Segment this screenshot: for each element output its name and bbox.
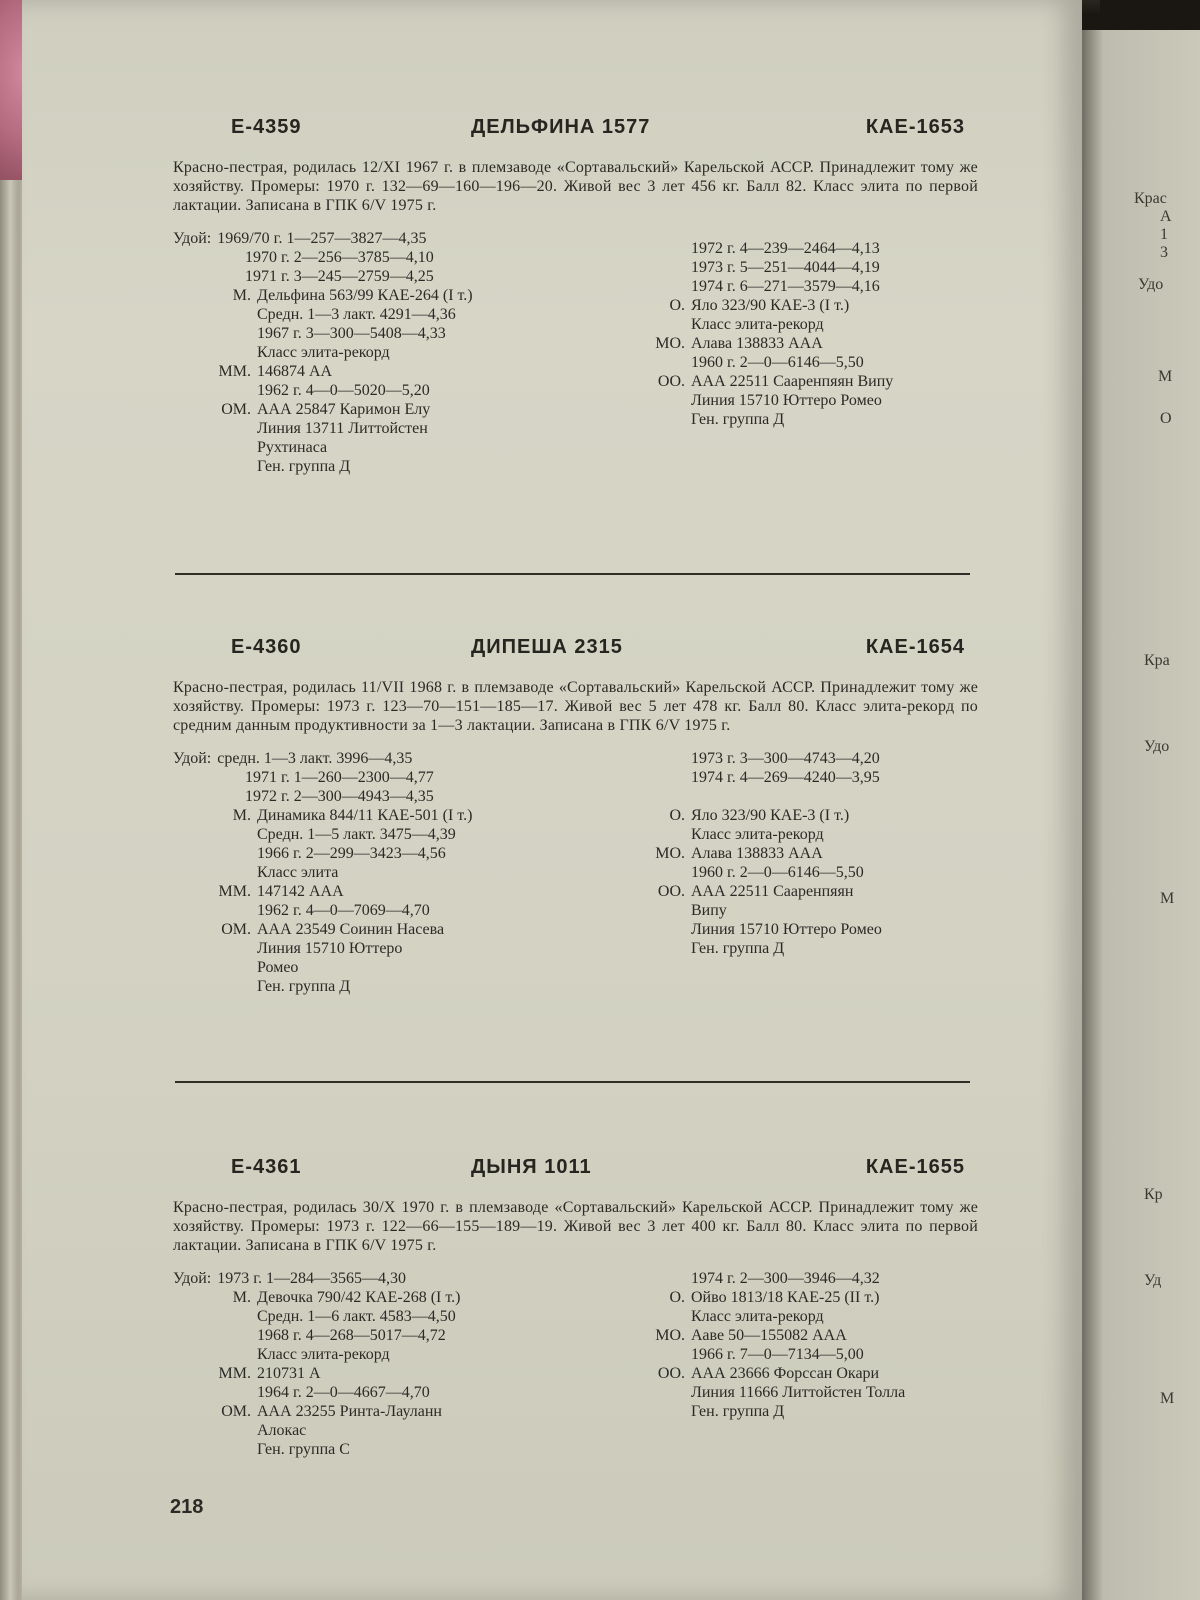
pedigree-text: Ген. группа С	[257, 1441, 350, 1458]
entry-4360	[173, 636, 1003, 1009]
pedigree-label: ММ.	[218, 883, 251, 900]
pedigree-block	[173, 1269, 1003, 1469]
pedigree-text: Линия 13711 Литтойстен	[257, 420, 428, 437]
pedigree-text: Дельфина 563/99 КАЕ-264 (I т.)	[257, 287, 473, 304]
pedigree-text: Яло 323/90 КАЕ-3 (I т.)	[691, 807, 850, 824]
entry-divider	[175, 1081, 970, 1083]
pedigree-label: О.	[669, 1289, 685, 1306]
yield-label: Удой:	[173, 1270, 212, 1287]
pedigree-right-column	[633, 239, 993, 429]
entry-divider	[175, 573, 970, 575]
pedigree-text: Динамика 844/11 КАЕ-501 (I т.)	[257, 807, 473, 824]
yield-line: 1970 г. 2—256—3785—4,10	[245, 249, 434, 266]
yield-label: Удой:	[173, 750, 212, 767]
page-number: 218	[170, 1496, 204, 1518]
side-fragment: Удо	[1144, 738, 1170, 755]
side-fragment: А	[1160, 208, 1172, 225]
yield-line: 1974 г. 4—269—4240—3,95	[691, 769, 880, 786]
entry-header	[173, 116, 1003, 150]
pedigree-label: О.	[669, 807, 685, 824]
pedigree-left-column	[173, 229, 643, 476]
side-fragment: 3	[1160, 244, 1168, 261]
pedigree-label: ОМ.	[221, 921, 251, 938]
pedigree-text: Ген. группа Д	[691, 940, 785, 957]
yield-line: 1973 г. 5—251—4044—4,19	[691, 259, 880, 276]
pedigree-label: ОО.	[657, 1365, 685, 1382]
pedigree-text: Линия 15710 Юттеро Ромео	[691, 921, 882, 938]
pedigree-text: ААА 23255 Ринта-Лауланн	[257, 1403, 442, 1420]
pedigree-text: Ген. группа Д	[257, 978, 351, 995]
pedigree-text: Линия 11666 Литтойстен Толла	[691, 1384, 906, 1401]
kae-number: КАЕ-1653	[865, 116, 965, 138]
entry-4361	[173, 1156, 1003, 1469]
yield-line: 1974 г. 6—271—3579—4,16	[691, 278, 880, 295]
pedigree-text: Средн. 1—6 лакт. 4583—4,50	[257, 1308, 456, 1325]
yield-line: 1971 г. 1—260—2300—4,77	[245, 769, 434, 786]
pedigree-text: 1966 г. 7—0—7134—5,00	[691, 1346, 864, 1363]
entry-header	[173, 1156, 1003, 1190]
pedigree-text: Класс элита-рекорд	[691, 316, 824, 333]
pedigree-label: МО.	[655, 845, 685, 862]
pedigree-label: М.	[232, 807, 251, 824]
pedigree-label: ОО.	[657, 883, 685, 900]
yield-line: 1972 г. 2—300—4943—4,35	[245, 788, 434, 805]
pedigree-text: Линия 15710 Юттеро Ромео	[691, 392, 882, 409]
registration-number: Е-4359	[231, 116, 302, 138]
pedigree-text: Ген. группа Д	[691, 1403, 785, 1420]
entry-header	[173, 636, 1003, 670]
pedigree-text: Девочка 790/42 КАЕ-268 (I т.)	[257, 1289, 461, 1306]
pedigree-text: Класс элита-рекорд	[691, 1308, 824, 1325]
pedigree-text: 146874 АА	[257, 363, 333, 380]
pedigree-left-column	[173, 1269, 643, 1459]
pedigree-right-column	[633, 1269, 993, 1421]
pedigree-text: Ген. группа Д	[257, 458, 351, 475]
pedigree-text: Класс элита-рекорд	[257, 1346, 390, 1363]
side-fragment: М	[1160, 890, 1175, 907]
pedigree-label: ОМ.	[221, 1403, 251, 1420]
registration-number: Е-4360	[231, 636, 302, 658]
pedigree-label: М.	[232, 1289, 251, 1306]
pedigree-text: Линия 15710 Юттеро	[257, 940, 403, 957]
entry-description: Красно-пестрая, родилась 30/X 1970 г. в племзаводе «Сортавальский» Карельской АССР. Принадлежит тому же хозяйству. Промеры: 1973 г. 122—66—155—189—19. Живой вес 3 лет 400 кг. Балл 80. Класс элита по первой лактации. Записана в ГПК 6/V 1975 г.	[173, 1199, 978, 1254]
pedigree-text: 1962 г. 4—0—5020—5,20	[257, 382, 430, 399]
pedigree-label: ОМ.	[221, 401, 251, 418]
yield-line: 1974 г. 2—300—3946—4,32	[691, 1270, 880, 1287]
pedigree-text: Средн. 1—5 лакт. 3475—4,39	[257, 826, 456, 843]
cow-name: ДЫНЯ 1011	[471, 1156, 592, 1178]
pedigree-text: Алава 138833 ААА	[691, 845, 823, 862]
pedigree-text: Випу	[691, 902, 727, 919]
pedigree-label: МО.	[655, 335, 685, 352]
pedigree-text: Класс элита	[257, 864, 339, 881]
pedigree-text: Класс элита-рекорд	[691, 826, 824, 843]
pedigree-label: О.	[669, 297, 685, 314]
side-fragment: Удо	[1138, 276, 1164, 293]
side-fragment: 1	[1160, 226, 1168, 243]
pedigree-text: 147142 ААА	[257, 883, 344, 900]
side-fragment: О	[1160, 410, 1172, 427]
pedigree-text: ААА 23666 Форссан Окари	[691, 1365, 880, 1382]
pedigree-text: 210731 А	[257, 1365, 321, 1382]
pedigree-text: ААА 22511 Сааренпяян Випу	[691, 373, 894, 390]
side-fragment: М	[1158, 368, 1173, 385]
pedigree-text: ААА 22511 Сааренпяян	[691, 883, 854, 900]
pedigree-text: ААА 25847 Каримон Елу	[257, 401, 431, 418]
yield-line: 1969/70 г. 1—257—3827—4,35	[217, 230, 427, 247]
next-page-strip	[1082, 30, 1200, 1600]
pedigree-text: 1967 г. 3—300—5408—4,33	[257, 325, 446, 342]
pedigree-text: Алава 138833 ААА	[691, 335, 823, 352]
pedigree-text: Ген. группа Д	[691, 411, 785, 428]
pedigree-label: ММ.	[218, 1365, 251, 1382]
pedigree-text: Аавe 50—155082 ААА	[691, 1327, 847, 1344]
entry-description: Красно-пестрая, родилась 12/XI 1967 г. в племзаводе «Сортавальский» Карельской АССР. Принадлежит тому же хозяйству. Промеры: 1970 г. 132—69—160—196—20. Живой вес 3 лет 456 кг. Балл 82. Класс элита по первой лактации. Записана в ГПК 6/V 1975 г.	[173, 159, 978, 214]
registration-number: Е-4361	[231, 1156, 302, 1178]
cow-name: ДИПЕША 2315	[471, 636, 623, 658]
pedigree-text: Яло 323/90 КАЕ-3 (I т.)	[691, 297, 850, 314]
pedigree-label: МО.	[655, 1327, 685, 1344]
pedigree-left-column	[173, 749, 643, 996]
yield-line: 1973 г. 3—300—4743—4,20	[691, 750, 880, 767]
pedigree-text: Алокас	[257, 1422, 307, 1439]
pedigree-text: 1966 г. 2—299—3423—4,56	[257, 845, 446, 862]
side-fragment: Уд	[1144, 1272, 1162, 1289]
yield-line: средн. 1—3 лакт. 3996—4,35	[217, 750, 413, 767]
pedigree-label: ММ.	[218, 363, 251, 380]
pedigree-text: 1964 г. 2—0—4667—4,70	[257, 1384, 430, 1401]
pedigree-text: 1962 г. 4—0—7069—4,70	[257, 902, 430, 919]
pedigree-label: ОО.	[657, 373, 685, 390]
side-fragment: Крас	[1134, 190, 1167, 207]
yield-line: 1971 г. 3—245—2759—4,25	[245, 268, 434, 285]
entry-4359	[173, 116, 1003, 484]
pedigree-text: Средн. 1—3 лакт. 4291—4,36	[257, 306, 456, 323]
kae-number: КАЕ-1654	[865, 636, 965, 658]
pedigree-label: М.	[232, 287, 251, 304]
pedigree-text: ААА 23549 Соинин Насева	[257, 921, 445, 938]
pedigree-text: Рухтинаса	[257, 439, 328, 456]
kae-number: КАЕ-1655	[865, 1156, 965, 1178]
side-fragment: Кра	[1144, 652, 1170, 669]
yield-line: 1972 г. 4—239—2464—4,13	[691, 240, 880, 257]
pedigree-text: 1968 г. 4—268—5017—4,72	[257, 1327, 446, 1344]
pedigree-block	[173, 229, 1003, 484]
yield-line: 1973 г. 1—284—3565—4,30	[217, 1270, 406, 1287]
side-fragment: Кр	[1144, 1186, 1163, 1203]
pedigree-text: 1960 г. 2—0—6146—5,50	[691, 864, 864, 881]
yield-label: Удой:	[173, 230, 212, 247]
pedigree-block	[173, 749, 1003, 1009]
pedigree-text: 1960 г. 2—0—6146—5,50	[691, 354, 864, 371]
pedigree-right-column	[633, 749, 993, 958]
pedigree-text: Ойво 1813/18 КАЕ-25 (II т.)	[691, 1289, 880, 1306]
pedigree-text: Ромео	[257, 959, 299, 976]
pedigree-text: Класс элита-рекорд	[257, 344, 390, 361]
entry-description: Красно-пестрая, родилась 11/VII 1968 г. в племзаводе «Сортавальский» Карельской АССР. Принадлежит тому же хозяйству. Промеры: 1973 г. 123—70—151—185—17. Живой вес 5 лет 478 кг. Балл 80. Класс элита-рекорд по средним данным продуктивности за 1—3 лактации. Записана в ГПК 6/V 1975 г.	[173, 679, 978, 734]
side-fragment: М	[1160, 1390, 1175, 1407]
cow-name: ДЕЛЬФИНА 1577	[471, 116, 651, 138]
